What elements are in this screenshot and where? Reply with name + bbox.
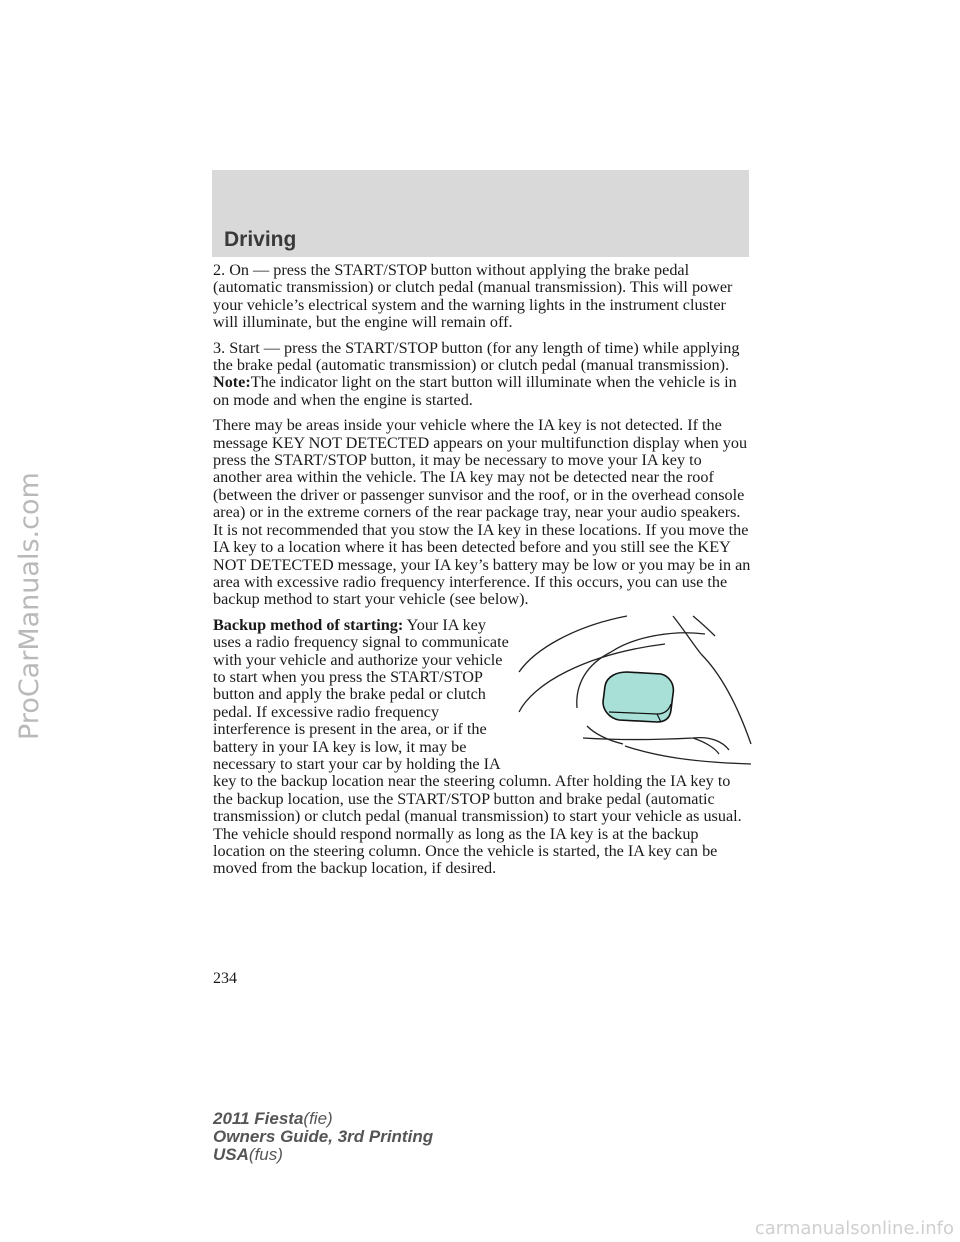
footer-model-line [213, 1110, 433, 1128]
section-title: Driving [224, 228, 297, 251]
footer-model: 2011 Fiesta [213, 1109, 304, 1128]
page-number: 234 [213, 970, 237, 987]
paragraph-key-not-detected: There may be areas inside your vehicle where the IA key is not detected. If the message KEY NOT DETECTED appears on your multifunction display when you press the START/STOP button, it may be necessary to move your IA key to another area within the vehicle. The IA key may not be detected near the roof (between the driver or passenger sunvisor and the roof, or in the overhead console area) or in the extreme corners of the rear package tray, near your audio speakers. It is not recommended that you stow the IA key in these locations. If you move the IA key to a location where it has been detected before and you still see the KEY NOT DETECTED message, your IA key’s battery may be low or you may be in an area with excessive radio frequency interference. If this occurs, you can use the backup method to start your vehicle (see below). [213, 416, 751, 609]
footer-model-code: (fie) [303, 1109, 333, 1128]
note-label: Note: [213, 373, 251, 392]
backup-method-heading: Backup method of starting: [213, 615, 404, 634]
paragraph-backup-method [213, 617, 753, 878]
footer [213, 1110, 433, 1164]
start-mode-text: 3. Start — press the START/STOP button (for any length of time) while applying the brake pedal (automatic transmission) or clutch pedal (manual transmission). [213, 338, 740, 375]
bottom-watermark: carmanualsonline.info [754, 1218, 954, 1239]
note-text: The indicator light on the start button will illuminate when the vehicle is in on mode and when the engine is started. [213, 373, 737, 409]
ia-key-icon [603, 672, 673, 722]
body-text [213, 262, 753, 886]
section-header-band [212, 170, 749, 257]
footer-region-code: (fus) [248, 1145, 283, 1164]
footer-region: USA [213, 1145, 249, 1164]
paragraph-start-mode [213, 340, 753, 410]
footer-guide: Owners Guide, 3rd Printing [213, 1127, 434, 1146]
side-watermark: ProCarManuals.com [14, 472, 45, 740]
footer-guide-line [213, 1128, 433, 1146]
footer-region-line [213, 1146, 433, 1164]
steering-column-key-diagram [515, 614, 753, 772]
backup-method-text: Your IA key uses a radio frequency signal to communicate with your vehicle and authorize your vehicle to start when you press the START/STOP button and apply the brake pedal or clutch pedal. If excessive radio frequency interference is present in the area, or if the battery in your IA key is low, it may be necessary to start your car by holding the IA key to the backup location near the steering column. After holding the IA key to the backup location, use the START/STOP button and brake pedal (automatic transmission) or clutch pedal (manual transmission) to start your vehicle as usual. The vehicle should respond normally as long as the IA key is at the backup location on the steering column. Once the vehicle is started, the IA key can be moved from the backup location, if desired. [213, 615, 742, 878]
paragraph-on-mode: 2. On — press the START/STOP button without applying the brake pedal (automatic transmission) or clutch pedal (manual transmission). This will power your vehicle’s electrical system and the warning lights in the instrument cluster will illuminate, but the engine will remain off. [213, 261, 733, 332]
backup-location-illustration [515, 614, 753, 772]
